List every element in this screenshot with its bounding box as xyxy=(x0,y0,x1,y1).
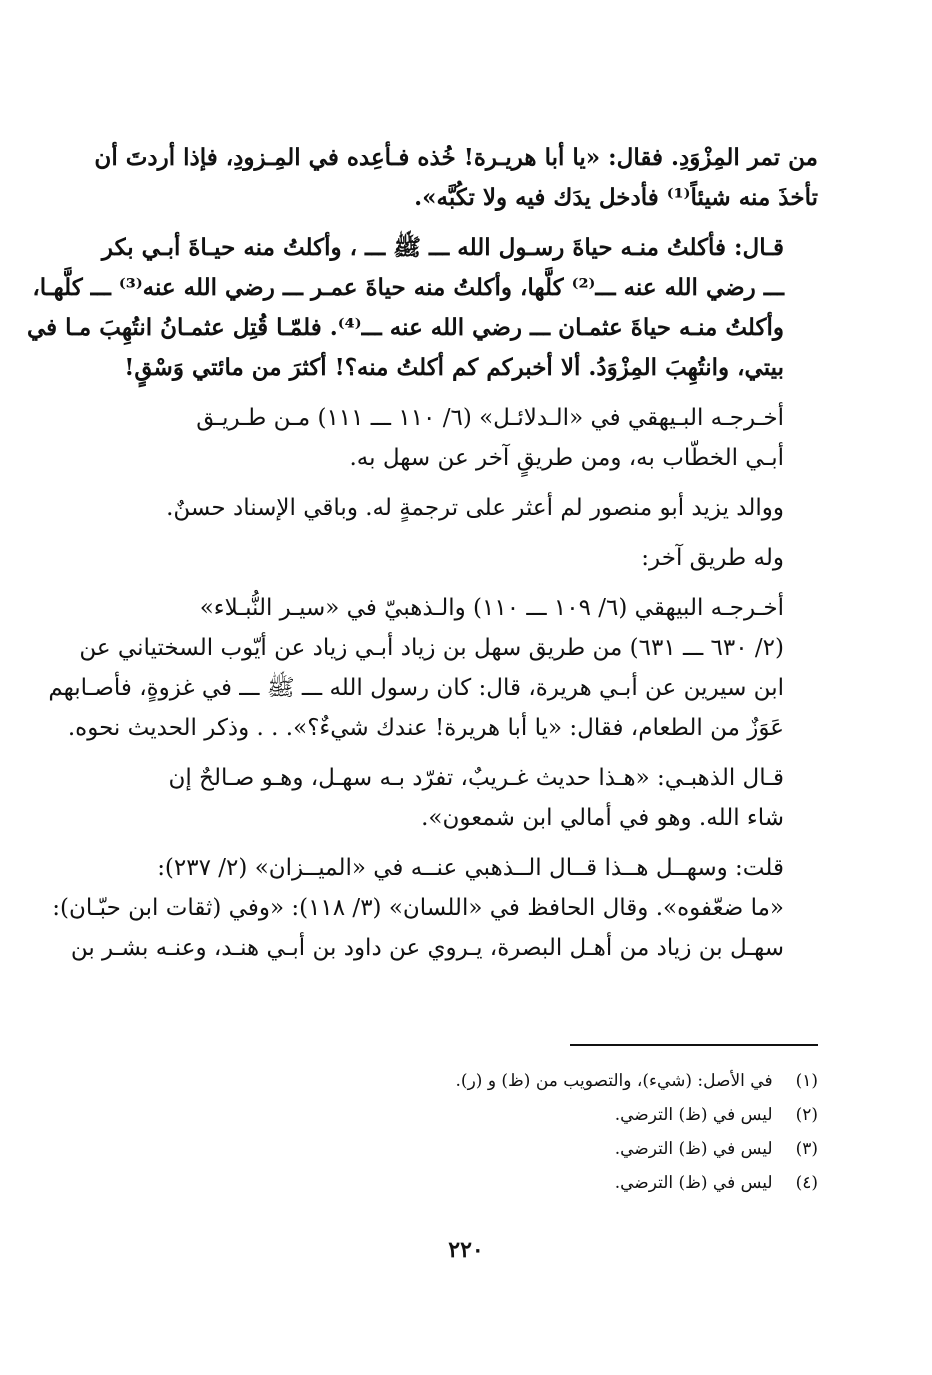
text-line: وأكلتُ منـه حياةَ عثمـان ـــ رضي الله عنه ـــ⁽⁴⁾. فلمّـا قُتِل عثمـانُ انتُهِبَ مـا في xyxy=(26,314,784,341)
paragraph-8 xyxy=(52,848,818,968)
text-line: أخـرجـه البـيهقي في «الـدلائـل» (٦/ ١١٠ ـــ ١١١) مـن طـريـق xyxy=(196,405,784,431)
footnote-text: ليس في (ظ) الترضي. xyxy=(614,1173,773,1193)
text-line: عَوَزٌ من الطعام، فقال: «يا أبا هريرة! عندك شيءٌ؟». . . وذكر الحديث نحوه. xyxy=(67,715,784,741)
footnote-number: (٢) xyxy=(795,1105,818,1125)
paragraph-5 xyxy=(104,538,818,578)
text-line: ـــ رضي الله عنه ـــ⁽²⁾ كلَّها، وأكلتُ منه حياةَ عمـر ـــ رضي الله عنه⁽³⁾ ـــ كلَّهـا، xyxy=(32,274,784,301)
text-line: أخـرجـه البيهقي (٦/ ١٠٩ ـــ ١١٠) والـذهبيّ في «سيـر النُّبـلاء» xyxy=(199,595,784,621)
paragraph-7 xyxy=(104,758,818,838)
text-line: شاء الله. وهو في أمالي ابن شمعون». xyxy=(421,805,784,831)
footnote xyxy=(318,1166,818,1200)
paragraph-1 xyxy=(94,138,818,218)
paragraph-6 xyxy=(48,588,818,748)
paragraph-2 xyxy=(26,228,818,388)
paragraph-3 xyxy=(104,398,818,478)
footnote-number: (١) xyxy=(795,1071,818,1091)
text-line: ووالد يزيد أبو منصور لم أعثر على ترجمةٍ له. وباقي الإسناد حسنٌ. xyxy=(166,495,784,521)
footnote-divider xyxy=(570,1044,818,1046)
text-line: «ما ضعّفوه». وقال الحافظ في «اللسان» (٣/ ١١٨): «وفي (ثقات ابن حبّـان): xyxy=(52,895,784,921)
footnote-number: (٣) xyxy=(795,1139,818,1159)
paragraph-4 xyxy=(104,488,818,528)
text-line: تأخذَ منه شيئاً⁽¹⁾ فأدخل يدَك فيه ولا تكُبَّه». xyxy=(414,184,818,211)
text-line: وله طريق آخر: xyxy=(641,545,784,571)
footnotes xyxy=(318,1064,818,1200)
text-line: ابن سيرين عن أبـي هريرة، قال: كان رسول الله ـــ ﷺ ـــ في غزوةٍ، فأصـابهم xyxy=(48,675,784,701)
text-line: (٢/ ٦٣٠ ـــ ٦٣١) من طريق سهل بن زياد أبـي زياد عن أيّوب السختياني عن xyxy=(79,635,784,661)
page-body xyxy=(26,138,818,978)
text-line: بيتي، وانتُهِبَ المِزْوَدُ. ألا أخبركم كم أكلتُ منه؟! أكثرَ من مائتي وَسْقٍ! xyxy=(124,354,784,381)
text-line: قـال: فأكلتُ منـه حياةَ رسـول الله ـــ ﷺ ـــ ، وأكلتُ منه حيـاةَ أبـي بكر xyxy=(101,234,784,261)
footnote-number: (٤) xyxy=(795,1173,818,1193)
footnote-text: ليس في (ظ) الترضي. xyxy=(614,1139,773,1159)
footnote-text: ليس في (ظ) الترضي. xyxy=(614,1105,773,1125)
footnote xyxy=(318,1064,818,1098)
text-line: من تمر المِزْوَدِ. فقال: «يا أبا هريـرة! خُذه فـأعِده في المِـزودِ، فإذا أردتَ أن xyxy=(94,144,818,171)
page-number: ٢٢٠ xyxy=(448,1237,484,1263)
footnote xyxy=(318,1132,818,1166)
text-line: قلت: وسهــل هــذا قــال الــذهبي عنــه في «الميــزان» (٢/ ٢٣٧): xyxy=(157,855,784,881)
text-line: سهـل بن زياد من أهـل البصرة، يـروي عن داود بن أبـي هنـد، وعنـه بشـر بن xyxy=(70,935,784,961)
footnote xyxy=(318,1098,818,1132)
text-line: قـال الذهبـي: «هـذا حديث غـريبٌ، تفرّد بـه سهـل، وهـو صـالحٌ إن xyxy=(168,765,784,791)
footnote-text: في الأصل: (شيء)، والتصويب من (ظ) و (ر). xyxy=(455,1071,773,1091)
text-line: أبـي الخطّاب به، ومن طريقٍ آخر عن سهل به. xyxy=(349,445,784,471)
